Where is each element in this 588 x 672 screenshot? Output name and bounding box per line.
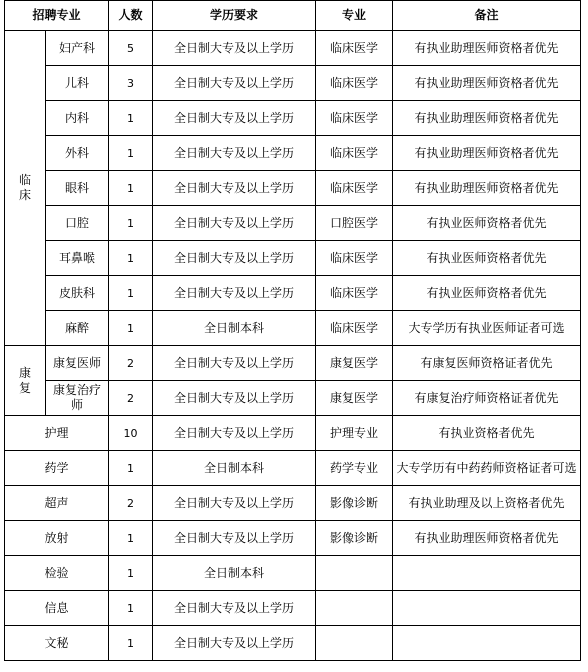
major-cell: 口腔医学 <box>316 206 393 241</box>
dept-cell: 康复医师 <box>46 346 109 381</box>
count-cell: 3 <box>109 66 153 101</box>
dept-cell: 妇产科 <box>46 31 109 66</box>
table-row <box>5 101 581 136</box>
count-cell: 1 <box>109 101 153 136</box>
dept-cell: 康复治疗师 <box>46 381 109 416</box>
remarks-cell: 有执业助理医师资格者优先 <box>393 31 581 66</box>
header-row <box>5 1 581 31</box>
remarks-cell <box>393 591 581 626</box>
major-cell <box>316 626 393 661</box>
table-row <box>5 626 581 661</box>
header-specialty: 招聘专业 <box>5 1 109 31</box>
group-rehab: 康 复 <box>5 346 46 416</box>
table-row <box>5 451 581 486</box>
count-cell: 1 <box>109 521 153 556</box>
major-cell: 康复医学 <box>316 381 393 416</box>
table-row <box>5 346 581 381</box>
education-cell: 全日制大专及以上学历 <box>153 206 316 241</box>
table-row <box>5 136 581 171</box>
count-cell: 1 <box>109 591 153 626</box>
count-cell: 10 <box>109 416 153 451</box>
remarks-cell: 有执业医师资格者优先 <box>393 206 581 241</box>
education-cell: 全日制大专及以上学历 <box>153 521 316 556</box>
major-cell <box>316 591 393 626</box>
remarks-cell: 有执业医师资格者优先 <box>393 276 581 311</box>
major-cell: 临床医学 <box>316 241 393 276</box>
education-cell: 全日制本科 <box>153 556 316 591</box>
table-row <box>5 416 581 451</box>
remarks-cell: 有康复医师资格证者优先 <box>393 346 581 381</box>
dept-cell: 检验 <box>5 556 109 591</box>
dept-cell: 药学 <box>5 451 109 486</box>
education-cell: 全日制大专及以上学历 <box>153 171 316 206</box>
dept-cell: 内科 <box>46 101 109 136</box>
remarks-cell: 有执业助理医师资格者优先 <box>393 171 581 206</box>
major-cell: 康复医学 <box>316 346 393 381</box>
remarks-cell: 大专学历有中药药师资格证者可选 <box>393 451 581 486</box>
dept-cell: 护理 <box>5 416 109 451</box>
remarks-cell: 大专学历有执业医师证者可选 <box>393 311 581 346</box>
education-cell: 全日制大专及以上学历 <box>153 626 316 661</box>
dept-cell: 文秘 <box>5 626 109 661</box>
group-clinical: 临 床 <box>5 31 46 346</box>
count-cell: 2 <box>109 486 153 521</box>
remarks-cell: 有执业助理医师资格者优先 <box>393 521 581 556</box>
count-cell: 2 <box>109 346 153 381</box>
count-cell: 5 <box>109 31 153 66</box>
education-cell: 全日制大专及以上学历 <box>153 346 316 381</box>
table-row <box>5 66 581 101</box>
count-cell: 1 <box>109 451 153 486</box>
education-cell: 全日制大专及以上学历 <box>153 31 316 66</box>
count-cell: 2 <box>109 381 153 416</box>
remarks-cell: 有执业助理医师资格者优先 <box>393 136 581 171</box>
header-count: 人数 <box>109 1 153 31</box>
dept-cell: 口腔 <box>46 206 109 241</box>
count-cell: 1 <box>109 136 153 171</box>
remarks-cell: 有康复治疗师资格证者优先 <box>393 381 581 416</box>
dept-cell: 皮肤科 <box>46 276 109 311</box>
table-row <box>5 276 581 311</box>
major-cell: 临床医学 <box>316 171 393 206</box>
count-cell: 1 <box>109 241 153 276</box>
major-cell: 临床医学 <box>316 101 393 136</box>
remarks-cell <box>393 626 581 661</box>
table-row <box>5 31 581 66</box>
dept-cell: 眼科 <box>46 171 109 206</box>
table-row <box>5 521 581 556</box>
table-row <box>5 206 581 241</box>
table-row <box>5 241 581 276</box>
table-row <box>5 381 581 416</box>
count-cell: 1 <box>109 626 153 661</box>
education-cell: 全日制大专及以上学历 <box>153 416 316 451</box>
count-cell: 1 <box>109 311 153 346</box>
dept-cell: 麻醉 <box>46 311 109 346</box>
education-cell: 全日制大专及以上学历 <box>153 241 316 276</box>
table-row <box>5 171 581 206</box>
major-cell: 护理专业 <box>316 416 393 451</box>
count-cell: 1 <box>109 206 153 241</box>
remarks-cell <box>393 556 581 591</box>
education-cell: 全日制大专及以上学历 <box>153 276 316 311</box>
education-cell: 全日制大专及以上学历 <box>153 381 316 416</box>
header-remarks: 备注 <box>393 1 581 31</box>
education-cell: 全日制大专及以上学历 <box>153 486 316 521</box>
major-cell: 临床医学 <box>316 66 393 101</box>
major-cell: 临床医学 <box>316 31 393 66</box>
dept-cell: 外科 <box>46 136 109 171</box>
dept-cell: 耳鼻喉 <box>46 241 109 276</box>
table-row <box>5 486 581 521</box>
remarks-cell: 有执业助理及以上资格者优先 <box>393 486 581 521</box>
table-row <box>5 591 581 626</box>
remarks-cell: 有执业资格者优先 <box>393 416 581 451</box>
dept-cell: 信息 <box>5 591 109 626</box>
count-cell: 1 <box>109 556 153 591</box>
major-cell: 影像诊断 <box>316 486 393 521</box>
major-cell: 临床医学 <box>316 136 393 171</box>
header-education: 学历要求 <box>153 1 316 31</box>
remarks-cell: 有执业助理医师资格者优先 <box>393 101 581 136</box>
dept-cell: 超声 <box>5 486 109 521</box>
education-cell: 全日制本科 <box>153 311 316 346</box>
major-cell <box>316 556 393 591</box>
table-row <box>5 556 581 591</box>
education-cell: 全日制大专及以上学历 <box>153 591 316 626</box>
major-cell: 临床医学 <box>316 311 393 346</box>
education-cell: 全日制本科 <box>153 451 316 486</box>
major-cell: 影像诊断 <box>316 521 393 556</box>
education-cell: 全日制大专及以上学历 <box>153 136 316 171</box>
count-cell: 1 <box>109 171 153 206</box>
dept-cell: 放射 <box>5 521 109 556</box>
major-cell: 临床医学 <box>316 276 393 311</box>
education-cell: 全日制大专及以上学历 <box>153 66 316 101</box>
recruitment-table <box>4 0 581 661</box>
count-cell: 1 <box>109 276 153 311</box>
education-cell: 全日制大专及以上学历 <box>153 101 316 136</box>
remarks-cell: 有执业助理医师资格者优先 <box>393 66 581 101</box>
major-cell: 药学专业 <box>316 451 393 486</box>
header-major: 专业 <box>316 1 393 31</box>
dept-cell: 儿科 <box>46 66 109 101</box>
table-row <box>5 311 581 346</box>
remarks-cell: 有执业医师资格者优先 <box>393 241 581 276</box>
